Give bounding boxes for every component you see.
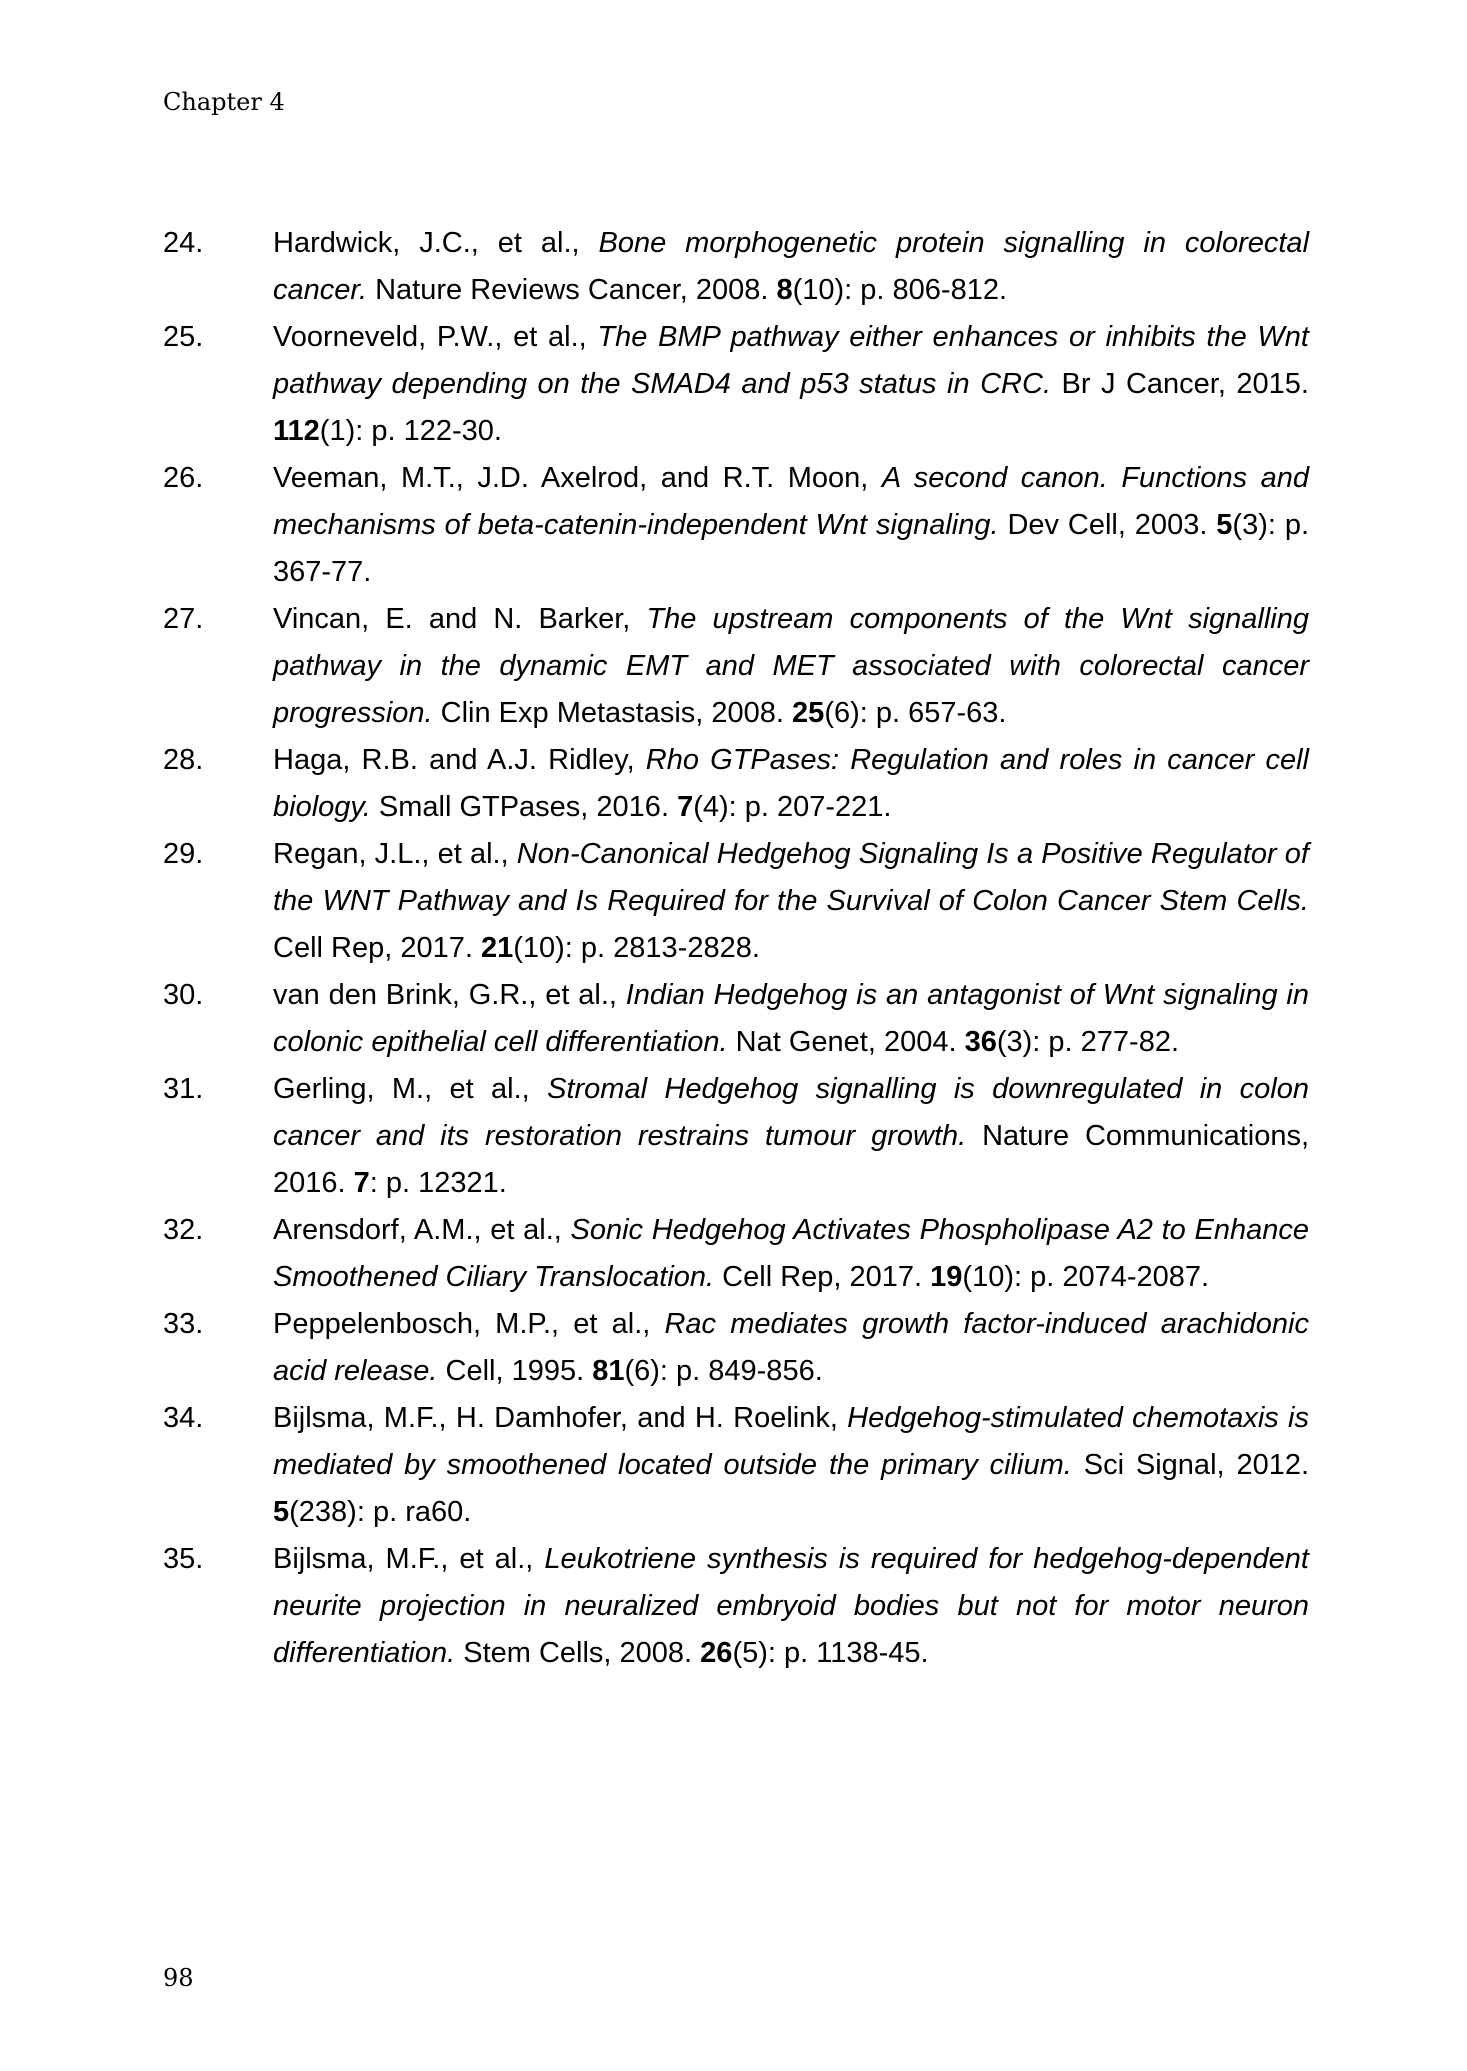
reference-source: Cell Rep, 2017. xyxy=(273,932,481,964)
reference-number: 27. xyxy=(163,603,204,635)
reference-authors: Voorneveld, P.W., et al., xyxy=(273,321,598,353)
reference-issue-pages: (5): p. 1138-45. xyxy=(732,1637,929,1669)
reference-item xyxy=(163,1066,1309,1207)
reference-list xyxy=(163,220,1309,1677)
reference-source: Dev Cell, 2003. xyxy=(998,509,1217,541)
reference-title: The upstream components of the Wnt signalling pathway in the dynamic EMT and MET associated with colorectal cancer progression. xyxy=(273,603,1309,729)
reference-volume: 36 xyxy=(964,1026,997,1058)
reference-source: Br J Cancer, 2015. xyxy=(1051,368,1309,400)
reference-number: 26. xyxy=(163,462,204,494)
reference-authors: van den Brink, G.R., et al., xyxy=(273,979,626,1011)
reference-authors: Veeman, M.T., J.D. Axelrod, and R.T. Moon, xyxy=(273,462,882,494)
reference-number: 24. xyxy=(163,227,204,259)
reference-volume: 5 xyxy=(1216,509,1233,541)
reference-authors: Bijlsma, M.F., et al., xyxy=(273,1543,545,1575)
reference-issue-pages: (238): p. ra60. xyxy=(289,1496,472,1528)
reference-item xyxy=(163,314,1309,455)
reference-item xyxy=(163,1207,1309,1301)
reference-number: 29. xyxy=(163,838,204,870)
reference-item xyxy=(163,1536,1309,1677)
reference-source: Nature Reviews Cancer, 2008. xyxy=(367,274,777,306)
reference-title: Leukotriene synthesis is required for hedgehog-dependent neurite projection in neuralized embryoid bodies but not for motor neuron differentiation. xyxy=(273,1543,1309,1669)
reference-item xyxy=(163,831,1309,972)
reference-source: Nat Genet, 2004. xyxy=(727,1026,965,1058)
reference-volume: 26 xyxy=(700,1637,733,1669)
reference-text xyxy=(273,972,1309,1066)
reference-text xyxy=(273,831,1309,972)
reference-item xyxy=(163,1301,1309,1395)
reference-source: Nature Communications, 2016. xyxy=(273,1120,1310,1199)
reference-title: The BMP pathway either enhances or inhibits the Wnt pathway depending on the SMAD4 and p53 status in CRC. xyxy=(273,321,1309,400)
reference-authors: Regan, J.L., et al., xyxy=(273,838,517,870)
reference-number: 35. xyxy=(163,1543,204,1575)
reference-text xyxy=(273,1536,1309,1677)
running-head: Chapter 4 xyxy=(163,88,285,116)
reference-text xyxy=(273,220,1309,314)
reference-issue-pages: (4): p. 207-221. xyxy=(693,791,892,823)
reference-text xyxy=(273,1207,1309,1301)
reference-text xyxy=(273,455,1309,596)
reference-number: 31. xyxy=(163,1073,204,1105)
reference-item xyxy=(163,972,1309,1066)
reference-title: Rho GTPases: Regulation and roles in cancer cell biology. xyxy=(273,744,1309,823)
reference-volume: 7 xyxy=(353,1167,370,1199)
reference-number: 25. xyxy=(163,321,204,353)
reference-issue-pages: (3): p. 367-77. xyxy=(273,509,1309,588)
reference-authors: Peppelenbosch, M.P., et al., xyxy=(273,1308,665,1340)
reference-volume: 81 xyxy=(592,1355,625,1387)
reference-title: Rac mediates growth factor-induced arachidonic acid release. xyxy=(273,1308,1310,1387)
reference-issue-pages: (10): p. 806-812. xyxy=(792,274,1008,306)
reference-title: Hedgehog-stimulated chemotaxis is mediated by smoothened located outside the primary cilium. xyxy=(273,1402,1309,1481)
reference-title: Indian Hedgehog is an antagonist of Wnt signaling in colonic epithelial cell differentiation. xyxy=(273,979,1309,1058)
reference-item xyxy=(163,596,1309,737)
reference-number: 28. xyxy=(163,744,204,776)
reference-source: Small GTPases, 2016. xyxy=(370,791,678,823)
reference-volume: 112 xyxy=(273,415,320,447)
reference-issue-pages: (6): p. 657-63. xyxy=(824,697,1007,729)
reference-title: Non-Canonical Hedgehog Signaling Is a Positive Regulator of the WNT Pathway and Is Required for the Survival of Colon Cancer Stem Cells. xyxy=(273,838,1309,917)
reference-volume: 19 xyxy=(930,1261,963,1293)
reference-text xyxy=(273,1301,1309,1395)
reference-volume: 7 xyxy=(677,791,694,823)
reference-title: Sonic Hedgehog Activates Phospholipase A2 to Enhance Smoothened Ciliary Translocation. xyxy=(273,1214,1309,1293)
reference-authors: Hardwick, J.C., et al., xyxy=(273,227,599,259)
reference-authors: Gerling, M., et al., xyxy=(273,1073,548,1105)
reference-text xyxy=(273,737,1309,831)
reference-item xyxy=(163,1395,1309,1536)
reference-authors: Arensdorf, A.M., et al., xyxy=(273,1214,571,1246)
reference-item xyxy=(163,737,1309,831)
reference-number: 30. xyxy=(163,979,204,1011)
reference-text xyxy=(273,314,1309,455)
reference-item xyxy=(163,220,1309,314)
reference-issue-pages: (3): p. 277-82. xyxy=(996,1026,1180,1058)
reference-issue-pages: (10): p. 2074-2087. xyxy=(962,1261,1210,1293)
reference-authors: Haga, R.B. and A.J. Ridley, xyxy=(273,744,646,776)
reference-source: Cell, 1995. xyxy=(437,1355,593,1387)
reference-text xyxy=(273,1395,1309,1536)
reference-number: 34. xyxy=(163,1402,204,1434)
reference-authors: Bijlsma, M.F., H. Damhofer, and H. Roelink, xyxy=(273,1402,848,1434)
reference-title: Bone morphogenetic protein signalling in colorectal cancer. xyxy=(273,227,1310,306)
reference-issue-pages: : p. 12321. xyxy=(369,1167,507,1199)
reference-source: Sci Signal, 2012. xyxy=(1071,1449,1310,1481)
reference-volume: 5 xyxy=(273,1496,290,1528)
reference-volume: 8 xyxy=(776,274,793,306)
reference-title: A second canon. Functions and mechanisms of beta-catenin-independent Wnt signaling. xyxy=(273,462,1309,541)
reference-issue-pages: (1): p. 122-30. xyxy=(319,415,502,447)
reference-source: Clin Exp Metastasis, 2008. xyxy=(432,697,793,729)
reference-title: Stromal Hedgehog signalling is downregulated in colon cancer and its restoration restrains tumour growth. xyxy=(273,1073,1309,1152)
reference-number: 33. xyxy=(163,1308,204,1340)
reference-source: Stem Cells, 2008. xyxy=(455,1637,701,1669)
reference-authors: Vincan, E. and N. Barker, xyxy=(273,603,647,635)
reference-text xyxy=(273,1066,1309,1207)
reference-number: 32. xyxy=(163,1214,204,1246)
reference-volume: 25 xyxy=(792,697,825,729)
reference-issue-pages: (6): p. 849-856. xyxy=(624,1355,823,1387)
reference-source: Cell Rep, 2017. xyxy=(714,1261,931,1293)
page-number: 98 xyxy=(163,1964,194,1992)
reference-issue-pages: (10): p. 2813-2828. xyxy=(513,932,760,964)
reference-item xyxy=(163,455,1309,596)
reference-text xyxy=(273,596,1309,737)
reference-volume: 21 xyxy=(480,932,514,964)
